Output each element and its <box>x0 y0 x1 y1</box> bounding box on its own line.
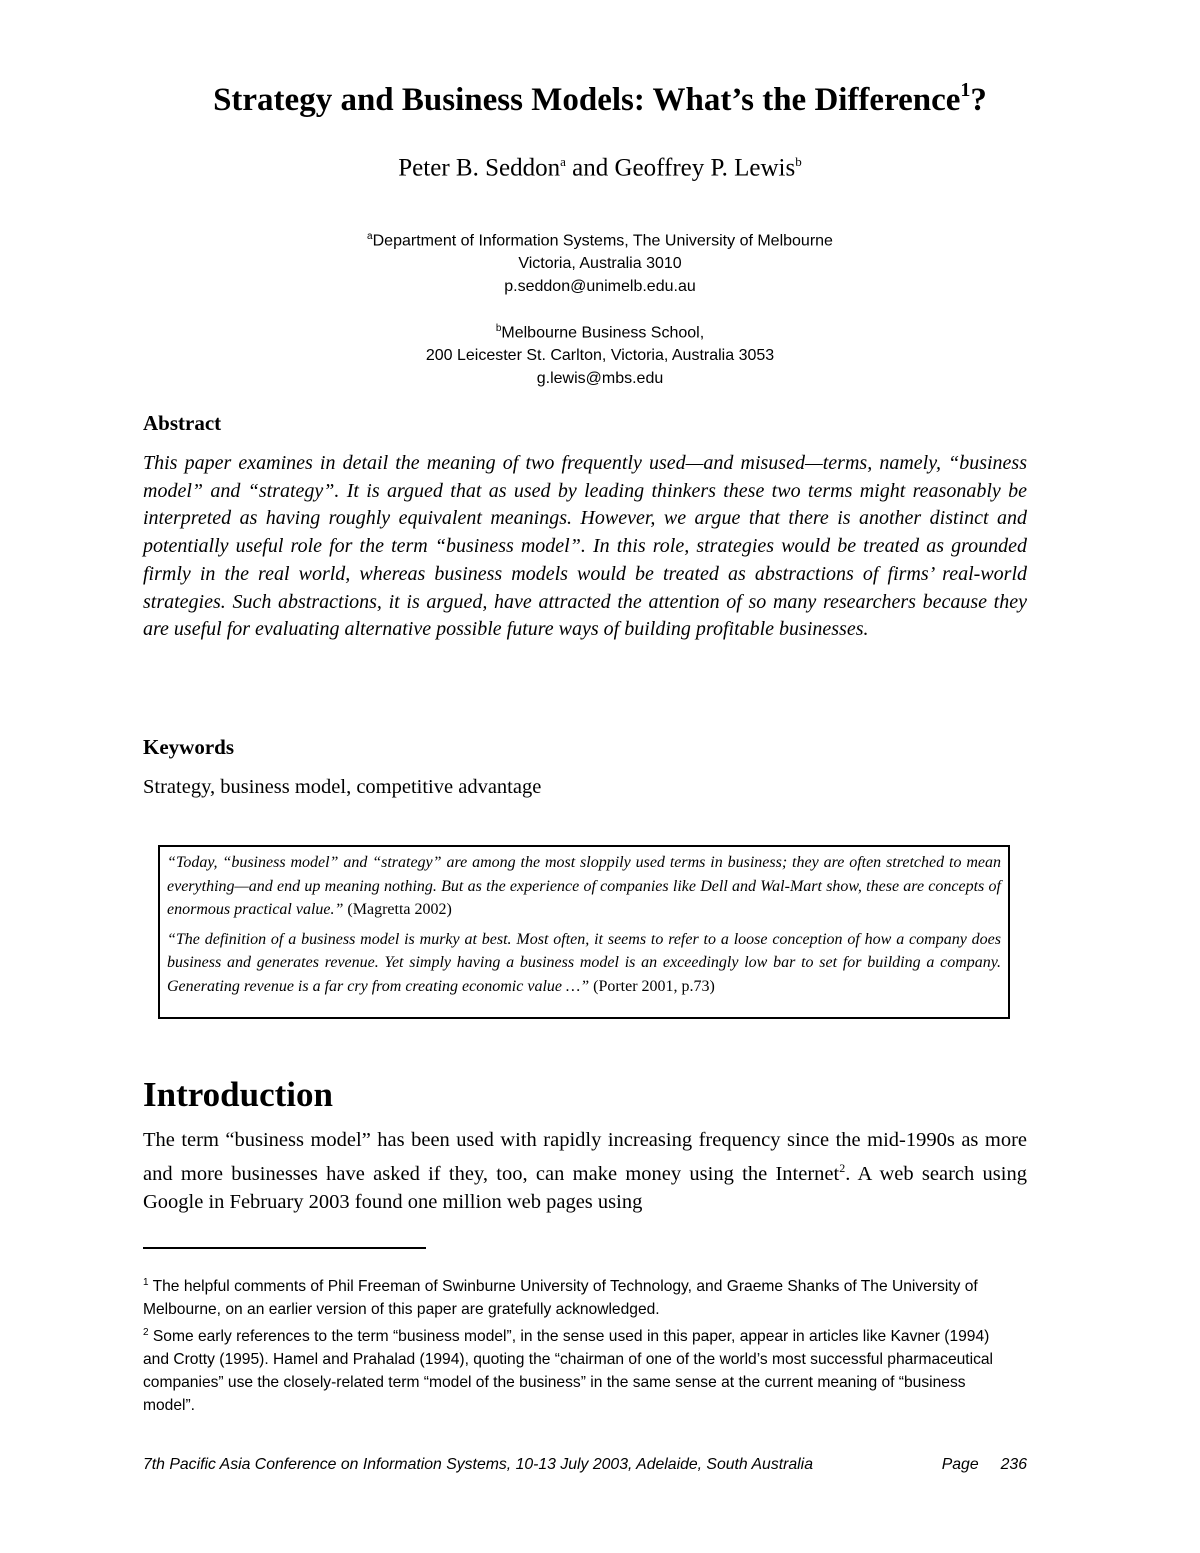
footnote-divider <box>143 1247 426 1249</box>
introduction-heading: Introduction <box>143 1075 333 1114</box>
email-lewis: g.lewis@mbs.edu <box>536 370 664 388</box>
footnotes <box>143 1271 1013 1417</box>
conference-citation: 7th Pacific Asia Conference on Information Systems, 10-13 July 2003, Adelaide, South Australia <box>143 1456 813 1473</box>
abstract-text: This paper examines in detail the meaning of two frequently used—and misused—terms, namely, “business model” and “strategy”. It is argued that as used by leading thinkers these two terms might reasonably be interpreted as having roughly equivalent meanings. However, we argue that there is another distinct and potentially useful role for the term “business model”. In this role, strategies would be treated as grounded firmly in the real world, whereas business models would be treated as abstractions of firms’ real-world strategies. Such abstractions, it is argued, have attracted the attention of so many researchers because they are useful for evaluating alternative possible future ways of building profitable businesses. <box>143 452 1027 641</box>
keywords-heading: Keywords <box>143 735 234 759</box>
title-footnote-marker: 1 <box>960 79 971 101</box>
quote-citation: (Magretta 2002) <box>343 901 452 918</box>
footnote-2: $^2$ Some early references to the term “business model”, in the sense used in this paper, appear in articles like Kavner (1994) and Crotty (1995). Hamel and Prahalad (1994), quoting the “chairman of one of the world’s most successful pharmaceutical companies” use the closely-related term “model of the business” in the same sense at the current meaning of “business model”. <box>143 1327 994 1415</box>
footnote-1: $^1$ The helpful comments of Phil Freeman of Swinburne University of Technology, and Graeme Shanks of The University of Melbourne, on an earlier version of this paper are gratefully acknowledged. <box>143 1277 978 1319</box>
quote-porter: “The definition of a business model is murky at best. Most often, it seems to refer to a loose conception of how a company does business and generates revenue. Yet simply having a business model is an exceedingly low bar to set for building a company. Generating revenue is a far cry from creating economic value …” (Porter 2001, p.73) <box>167 930 1001 995</box>
abstract-heading: Abstract <box>143 411 222 435</box>
author-lewis: Geoffrey P. Lewis <box>614 154 796 182</box>
introduction-paragraph: The term “business model” has been used with rapidly increasing frequency since the mid-1990s as more and more businesses have asked if they, too, can make money using the Internet$^2$. A web search using Google in February 2003 found one million web pages using <box>143 1129 1027 1213</box>
quote-citation: (Porter 2001, p.73) <box>589 977 715 995</box>
footnote-ref-2: 2 <box>839 1161 846 1175</box>
page-footer <box>143 1454 1027 1476</box>
author-seddon: Peter B. Seddon <box>398 154 561 182</box>
email-seddon: p.seddon@unimelb.edu.au <box>504 278 696 296</box>
paper-title: Strategy and Business Models: What’s the Difference$^1$? <box>213 79 987 118</box>
keywords-text: Strategy, business model, competitive advantage <box>143 776 542 798</box>
epigraph-quote-box <box>158 845 1010 1019</box>
authors-line: Peter B. Seddon$^a$ and Geoffrey P. Lewis$^b$ <box>398 154 802 182</box>
affiliation-a: $^a$Department of Information Systems, The University of Melbourne Victoria, Australia 3010 p.seddon@unimelb.edu.au <box>100 225 1100 298</box>
page-number: Page 236 <box>941 1456 1027 1473</box>
quote-magretta: “Today, “business model” and “strategy” are among the most sloppily used terms in business; they are often stretched to mean everything—and end up meaning nothing. But as the experience of companies like Dell and Wal-Mart show, these are concepts of enormous practical value.” (Magretta 2002) <box>167 854 1001 918</box>
affiliation-b: $^b$Melbourne Business School, 200 Leicester St. Carlton, Victoria, Australia 3053 g.lewis@mbs.edu <box>100 317 1100 390</box>
